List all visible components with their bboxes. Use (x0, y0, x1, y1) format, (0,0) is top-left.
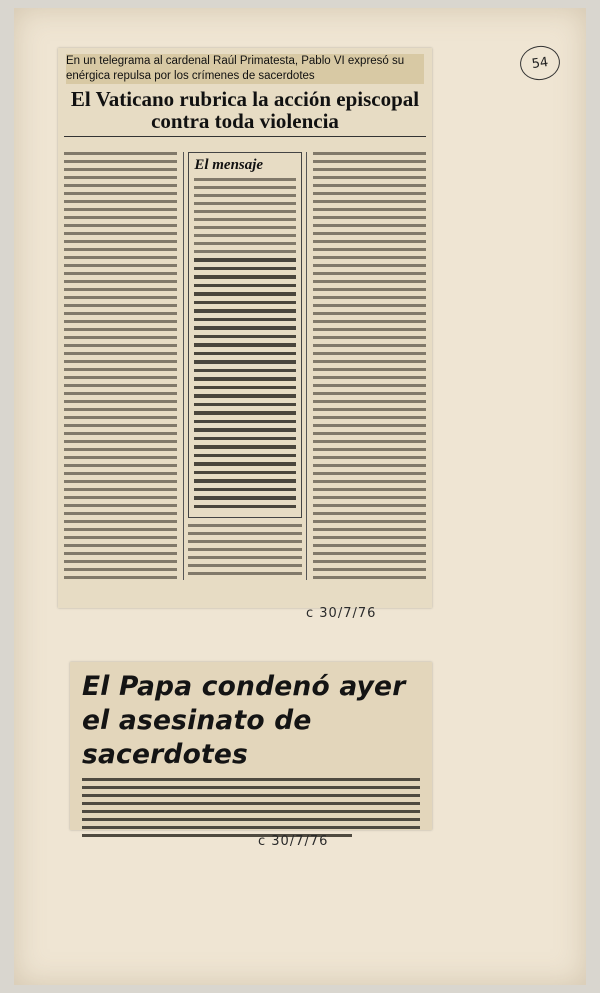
mensaje-box (188, 152, 301, 518)
handwritten-date-1: c 30/7/76 (306, 606, 377, 621)
article-text-right (313, 152, 426, 580)
article-text-left (64, 152, 177, 580)
article-signature (388, 564, 418, 574)
clipping-1-columns (64, 152, 426, 580)
clipping-1-kicker: En un telegrama al cardenal Raúl Primatesta, Pablo VI expresó su enérgica repulsa por los crímenes de sacerdotes (66, 54, 424, 84)
clipping-2-paragraph (82, 778, 420, 837)
article-text-middle (188, 524, 301, 580)
clipping-1-headline: El Vaticano rubrica la acción episcopal contra toda violencia (64, 88, 426, 137)
mensaje-box-title: El mensaje (194, 157, 264, 173)
page-number-circle (518, 43, 562, 82)
handwritten-date-2: c 30/7/76 (258, 834, 329, 849)
mensaje-box-bold-text (194, 258, 295, 508)
article-column-middle (183, 152, 306, 580)
archive-page (14, 8, 586, 985)
page-number: 54 (530, 54, 550, 72)
newspaper-clipping-2 (70, 662, 432, 830)
article-column-left (64, 152, 177, 580)
newspaper-clipping-1 (58, 48, 432, 608)
article-column-right (313, 152, 426, 580)
clipping-2-headline: El Papa condenó ayer el asesinato de sacerdotes (82, 671, 406, 770)
